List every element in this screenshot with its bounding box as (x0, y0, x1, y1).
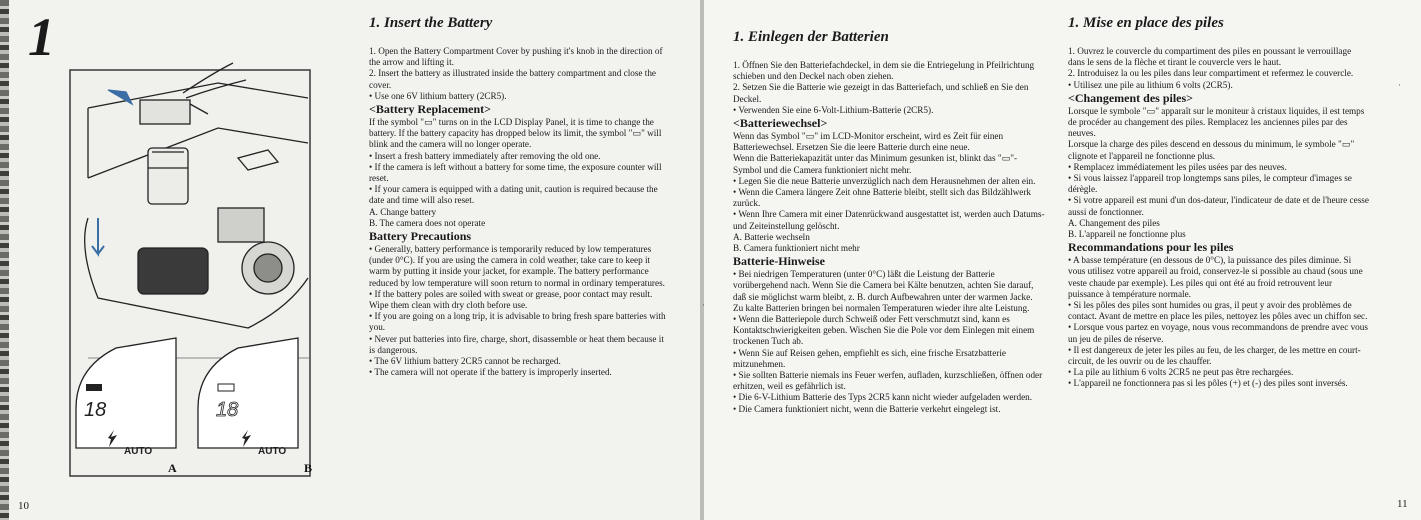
de-precaution-line: • Bei niedrigen Temperaturen (unter 0°C) läßt die Leistung der Batterie vorübergehend nach. Wenn Sie die Camera bei Kälte benutzen, achten Sie darauf, daß sie möglichst warm bleibt, z. B. durch Aufbewahren unter der warmen Jacke. Zu kalte Batterien bringen bei normalen Temperaturen wieder ihre alte Leistung. (733, 269, 1034, 313)
french-title: 1. Mise en place des piles (1068, 15, 1224, 31)
page-edge-marks (0, 0, 9, 520)
de-replacement-line: B. Camera funktioniert nicht mehr (733, 243, 860, 254)
lcd-a-digits: 18 (84, 399, 107, 421)
camera-lens-inner (254, 254, 282, 282)
de-replacement-line: Wenn die Batteriekapazität unter das Minimum gesunken ist, blinkt das "▭"-Symbol und die Camera funktioniert nicht mehr. (733, 153, 1018, 175)
de-line: 2. Setzen Sie die Batterie wie gezeigt in das Batteriefach, und schließ en Sie den Deckel. (733, 82, 1029, 104)
de-replacement-line: A. Batterie wechseln (733, 231, 810, 242)
de-precaution-line: • Sie sollten Batterie niemals ins Feuer werfen, aufladen, kurzschließen, öffnen oder erhitzen, weil es gefährlich ist. (733, 370, 1043, 392)
battery-2cr5 (148, 148, 188, 204)
fr-line: 2. Introduisez la ou les piles dans leur compartiment et refermez le couvercle. (1068, 68, 1354, 79)
page-number-left: 10 (18, 500, 29, 512)
fr-replacement-line: • Remplacez immédiatement les piles usées par des neuves. (1068, 161, 1287, 172)
en-precaution-line: • The 6V lithium battery 2CR5 cannot be recharged. (369, 356, 561, 367)
de-line: 1. Öffnen Sie den Batteriefachdeckel, in dem sie die Entriegelung in Pfeilrichtung schieben und den Deckel nach oben ziehen. (733, 60, 1035, 82)
en-line: 2. Insert the battery as illustrated inside the battery compartment and close the cover. (369, 68, 657, 90)
de-replacement-heading: <Batteriewechsel> (733, 116, 828, 131)
english-column (369, 14, 669, 378)
en-replacement-line: • If the camera is left without a battery for some time, the exposure counter will reset. (369, 161, 662, 184)
de-precaution-line: • Wenn die Batteriepole durch Schweiß oder Fett verschmutzt sind, kann es Kontaktschwierigkeiten geben. Wischen Sie die Pole vor dem Einlegen mit einem trockenen Tuch ab. (733, 314, 1035, 347)
en-replacement-heading: <Battery Replacement> (369, 102, 491, 117)
fr-precaution-line: • Lorsque vous partez en voyage, nous vous recommandons de prendre avec vous un jeu de piles de réserve. (1068, 322, 1368, 344)
fr-replacement-line: • Si votre appareil est muni d'un dos-dateur, l'indicateur de date et de l'heure cesse aussi de fonctionner. (1068, 195, 1369, 217)
en-replacement-line: A. Change battery (369, 206, 437, 217)
lcd-b-digits: 18 (216, 399, 239, 421)
en-line: • Use one 6V lithium battery (2CR5). (369, 90, 507, 101)
de-replacement-line: Wenn das Symbol "▭" im LCD-Monitor erscheint, wird es Zeit für einen Batteriewechsel. Ersetzen Sie die leere Batterie durch eine neue. (733, 131, 1004, 153)
fr-precaution-line: • La pile au lithium 6 volts 2CR5 ne peut pas être rechargées. (1068, 367, 1294, 378)
lcd-b-label: B (304, 461, 313, 475)
german-column (733, 28, 1045, 415)
fr-precaution-line: • Si les pôles des piles sont humides ou gras, il peut y avoir des problèmes de contact. Avant de mettre en place les piles, nettoyez les pôles avec un chiffon sec. (1068, 300, 1368, 322)
de-replacement-line: • Legen Sie die neue Batterie unverzüglich nach dem Herausnehmen der alten ein. (733, 175, 1036, 186)
english-title: 1. Insert the Battery (369, 15, 493, 31)
fr-line: 1. Ouvrez le couvercle du compartiment des piles en poussant le verrouillage dans le sens de la flèche et tirant le couvercle vers le haut. (1068, 46, 1352, 68)
de-precaution-line: • Die 6-V-Lithium Batterie des Typs 2CR5 kann nicht wieder aufgeladen werden. (733, 392, 1033, 403)
german-title: 1. Einlegen der Batterien (733, 29, 889, 45)
fr-precaution-line: • A basse température (en dessous de 0°C), la puissance des piles diminue. Si vous utilisez votre appareil au froid, conservez-le si possible au chaud (sous une veste chaude par exemple). Les piles qui ont été au froid retrouvent leur puissance à température normale. (1068, 255, 1363, 299)
left-page (0, 0, 700, 520)
de-precaution-line: • Die Camera funktioniert nicht, wenn die Batterie verkehrt eingelegt ist. (733, 403, 1001, 414)
en-precaution-line: • Never put batteries into fire, charge, short, disassemble or heat them because it is dangerous. (369, 333, 664, 355)
fr-replacement-line: B. L'appareil ne fonctionne plus (1068, 229, 1186, 240)
de-precautions-heading: Batterie-Hinweise (733, 254, 825, 269)
en-replacement-line: If the symbol "▭" turns on in the LCD Display Panel, it is time to change the battery. If the battery capacity has dropped below its limit, the symbol "▭" will blink and the camera will no longer operate. (369, 117, 662, 150)
french-column (1068, 14, 1370, 390)
fr-line: • Utilisez une pile au lithium 6 volts (2CR5). (1068, 79, 1233, 90)
en-precaution-line: • If the battery poles are soiled with sweat or grease, poor contact may result. Wipe them clean with dry cloth before use. (369, 288, 653, 311)
en-precaution-line: • If you are going on a long trip, it is advisable to bring fresh spare batteries with you. (369, 311, 666, 333)
de-precaution-line: • Wenn Sie auf Reisen gehen, empfiehlt es sich, eine frische Ersatzbatterie mitzunehmen. (733, 347, 1006, 369)
lcd-a-label: A (168, 461, 177, 475)
camera-grip-panel (218, 208, 264, 242)
en-precaution-line: • The camera will not operate if the battery is improperly inserted. (369, 367, 612, 378)
battery-cover (140, 100, 190, 124)
step-number: 1 (28, 7, 53, 67)
en-precaution-line: • Generally, battery performance is temporarily reduced by low temperatures (under 0°C). If you are using the camera in cold weather, take care to keep it warm by putting it inside your jacket, for example. The battery performance reduced by low temperature will soon return to normal in ordinary temperatures. (369, 244, 665, 288)
en-replacement-line: B. The camera does not operate (369, 217, 486, 228)
lcd-b-mode: AUTO (258, 446, 287, 457)
de-line: • Verwenden Sie eine 6-Volt-Lithium-Batterie (2CR5). (733, 104, 934, 115)
fr-precaution-line: • Il est dangereux de jeter les piles au feu, de les charger, de les mettre en court-circuit, de les ouvrir ou de les chauffer. (1068, 344, 1361, 367)
fr-replacement-line: A. Changement des piles (1068, 217, 1160, 228)
en-replacement-line: • Insert a fresh battery immediately after removing the old one. (369, 150, 601, 161)
de-replacement-line: • Wenn Ihre Camera mit einer Datenrückwand ausgestattet ist, werden auch Datums-und Zeiteinstellung gelöscht. (733, 209, 1045, 231)
print-mark: · (702, 300, 705, 310)
de-replacement-line: • Wenn die Camera längere Zeit ohne Batterie bleibt, stellt sich das Bildzählwerk zurück. (733, 187, 1031, 209)
fr-precaution-line: • L'appareil ne fonctionnera pas si les pôles (+) et (-) des piles sont inversés. (1068, 378, 1348, 389)
fr-replacement-line: • Si vous laissez l'appareil trop longtemps sans piles, le compteur d'images se dérègle. (1068, 173, 1352, 195)
en-precautions-heading: Battery Precautions (369, 229, 472, 244)
en-replacement-line: • If your camera is equipped with a dating unit, caution is required because the date and time will also reset. (369, 184, 658, 206)
fr-replacement-line: Lorsque la charge des piles descend en dessous du minimum, le symbole "▭" clignote et l'appareil ne fonctionne plus. (1068, 139, 1355, 161)
fr-precautions-heading: Recommandations pour les piles (1068, 240, 1234, 255)
page-number-right: 11 (1397, 498, 1408, 510)
fr-replacement-line: Lorsque le symbole "▭" apparaît sur le moniteur à cristaux liquides, il est temps de procéder au changement des piles. Remplacez les anciennes piles par des neuves. (1068, 105, 1365, 139)
fr-replacement-heading: <Changement des piles> (1068, 90, 1194, 105)
battery-compartment (138, 248, 208, 294)
battery-full-icon (86, 384, 102, 391)
lcd-a-mode: AUTO (124, 446, 153, 457)
en-line: 1. Open the Battery Compartment Cover by pushing it's knob in the direction of the arrow and lifting it. (369, 46, 663, 68)
battery-illustration (68, 68, 312, 480)
print-mark: · (1398, 80, 1401, 90)
